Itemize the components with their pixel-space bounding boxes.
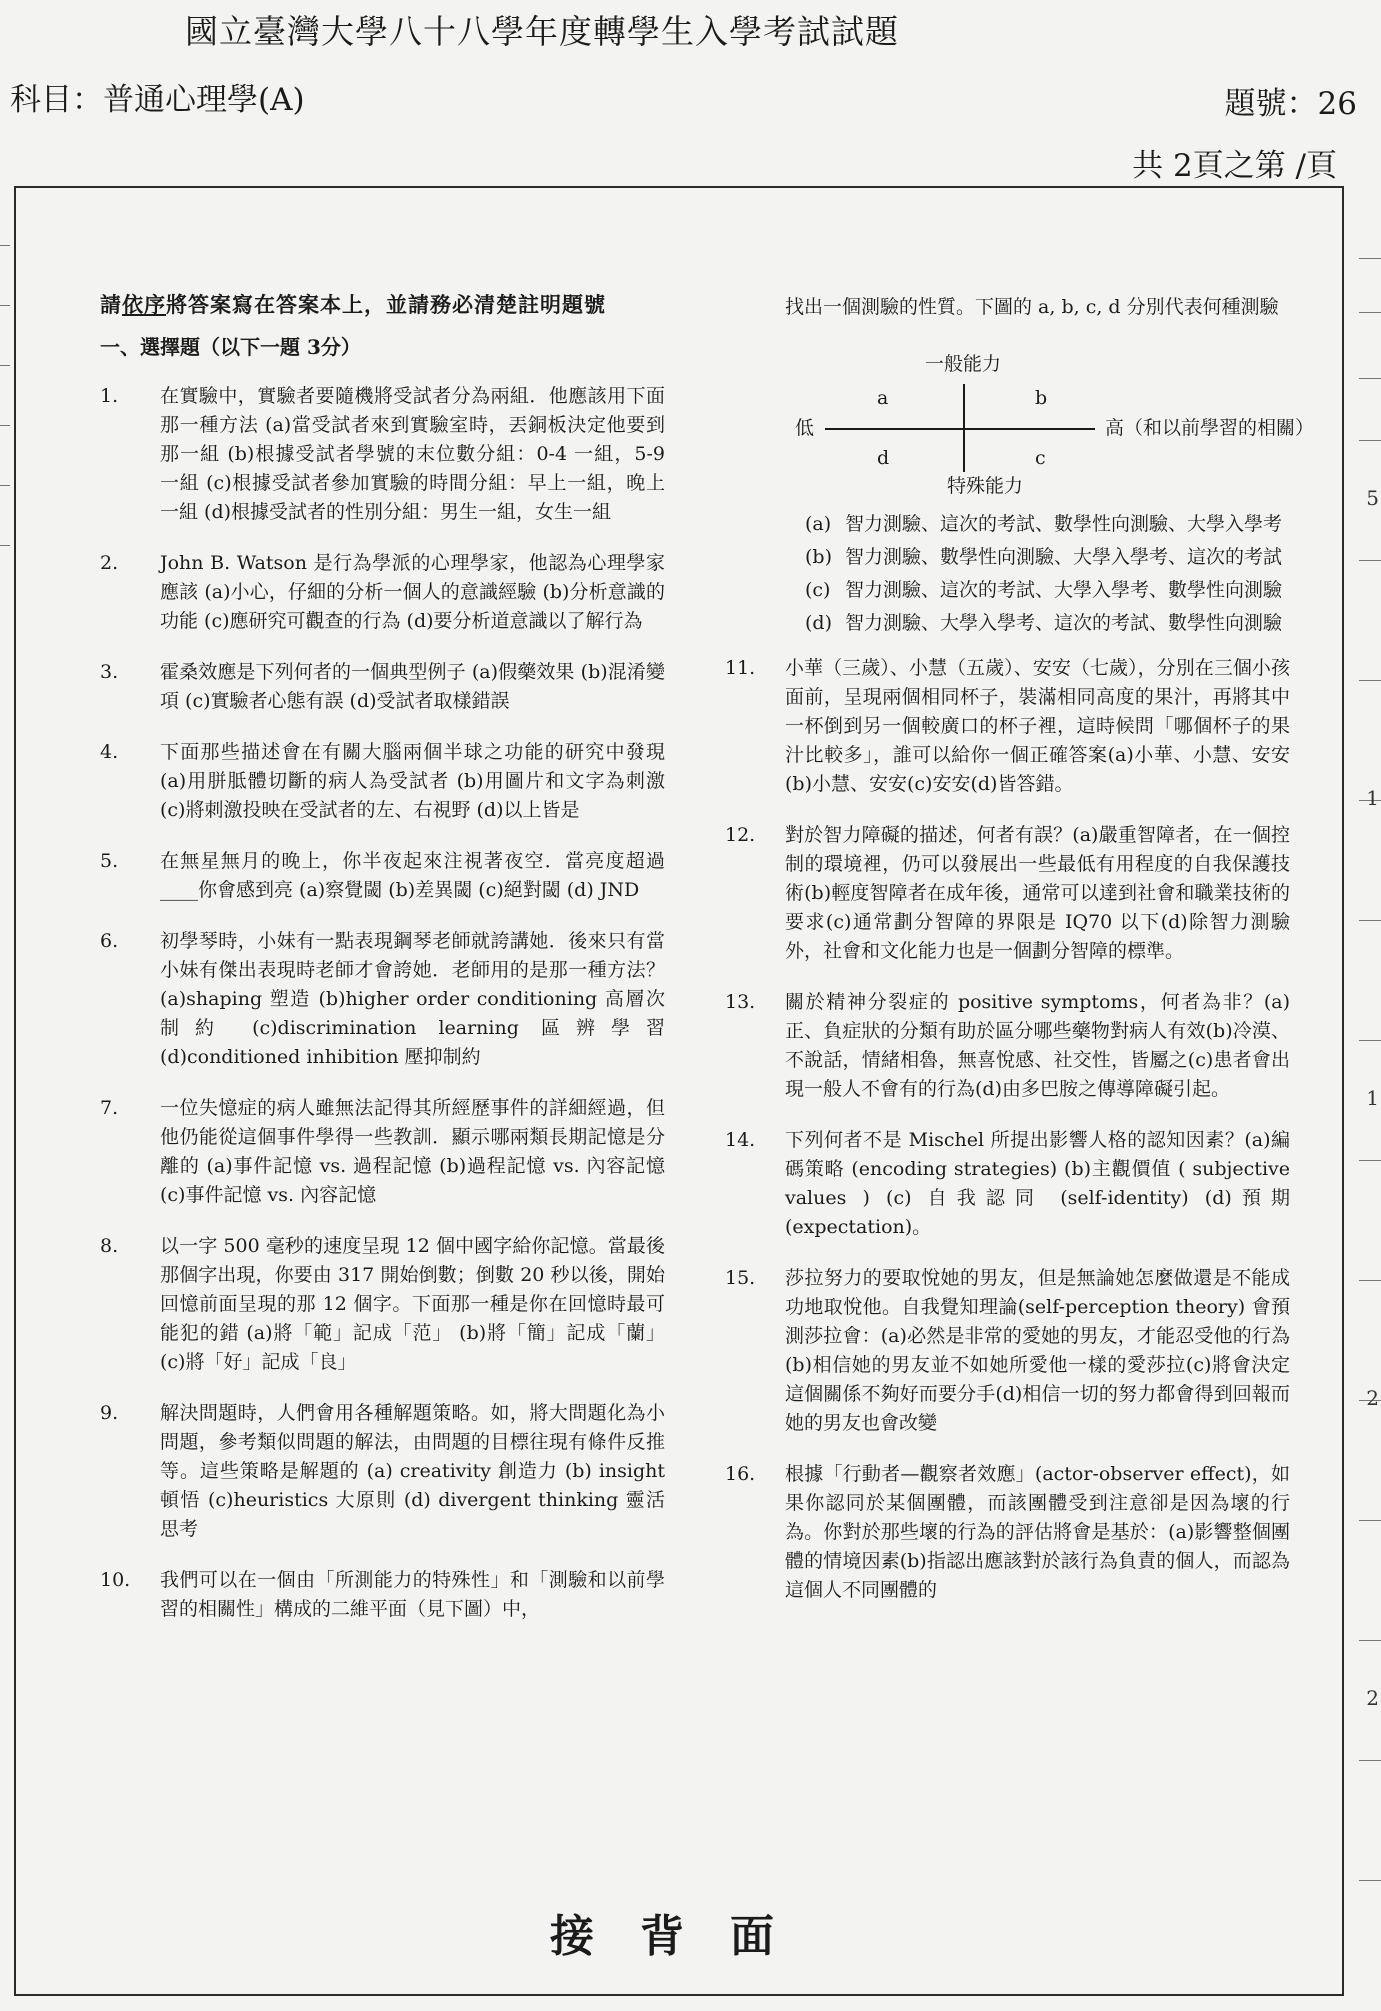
- question-number: 13.: [725, 991, 756, 1013]
- edge-number: 2: [1366, 1686, 1379, 1710]
- question-number: 6.: [100, 930, 119, 952]
- edge-number: 1: [1366, 1086, 1379, 1110]
- option-letter: (a): [805, 513, 832, 535]
- question-text: 我們可以在一個由「所測能力的特殊性」和「測驗和以前學習的相關性」構成的二維平面（見下圖）中，: [160, 1569, 665, 1620]
- diagram-quadrant-d: d: [877, 447, 890, 469]
- edge-number: 1: [1366, 786, 1379, 810]
- ability-diagram: [785, 342, 1315, 497]
- edge-mark: [1359, 1040, 1381, 1041]
- instructions-pre: 請: [100, 292, 122, 317]
- edge-mark: [1359, 1280, 1381, 1281]
- edge-mark: [1359, 1640, 1381, 1641]
- question-number: 12.: [725, 824, 756, 846]
- question-text: 關於精神分裂症的 positive symptoms，何者為非？(a)正、負症狀的分類有助於區分哪些藥物對病人有效(b)冷漠、不說話，情緒相魯，無喜悅感、社交性，皆屬之(c)患者會出現一般人不會有的行為(d)由多巴胺之傳導障礙引起。: [785, 991, 1290, 1100]
- diagram-right-label: 高（和以前學習的相關）: [1105, 417, 1315, 439]
- diagram-quadrant-a: a: [877, 387, 889, 409]
- edge-mark: [1359, 1880, 1381, 1881]
- option-item: [805, 543, 1290, 572]
- question-text: 在實驗中，實驗者要隨機將受試者分為兩組．他應該用下面那一種方法 (a)當受試者來到實驗室時，丟銅板決定他要到那一組 (b)根據受試者學號的末位數分組：0-4 一組，5-9 一組 (c)根據受試者參加實驗的時間分組：早上一組，晚上一組 (d)根據受試者的性別分組：男生一組，女生一組: [160, 385, 665, 523]
- question-text: 一位失憶症的病人雖無法記得其所經歷事件的詳細經過，但他仍能從這個事件學得一些教訓．顯示哪兩類長期記憶是分離的 (a)事件記憶 vs. 過程記憶 (b)過程記憶 vs. 內容記憶 (c)事件記憶 vs. 內容記憶: [160, 1097, 665, 1206]
- question-number: 15.: [725, 1267, 756, 1289]
- instructions-underlined: 依序: [122, 292, 166, 317]
- right-column: [725, 293, 1315, 1627]
- exam-title: 國立臺灣大學八十八學年度轉學生入學考試試題: [185, 12, 899, 51]
- left-column: [100, 290, 665, 1646]
- question-10: [100, 1566, 665, 1624]
- question-8: [100, 1232, 665, 1377]
- question-11: [725, 654, 1290, 799]
- diagram-bottom-label: 特殊能力: [947, 475, 1024, 497]
- question-number: 5.: [100, 850, 119, 872]
- question-number: 4.: [100, 741, 119, 763]
- question-text: 莎拉努力的要取悅她的男友，但是無論她怎麼做還是不能成功地取悅他。自我覺知理論(self-perception theory) 會預測莎拉會：(a)必然是非常的愛她的男友，才能忍受他的行為(b)相信她的男友並不如她所愛他一樣的愛莎拉(c)將會決定這個關係不夠好而要分手(d)相信一切的努力都會得到回報而她的男友也會改變: [785, 1267, 1290, 1434]
- question-number: 10.: [100, 1569, 131, 1591]
- question-number: 1.: [100, 385, 119, 407]
- question-2: [100, 549, 665, 636]
- question-number: 8.: [100, 1235, 119, 1257]
- option-text: 智力測驗、這次的考試、大學入學考、數學性向測驗: [845, 579, 1283, 601]
- question-text: 霍桑效應是下列何者的一個典型例子 (a)假藥效果 (b)混淆變項 (c)實驗者心態有誤 (d)受試者取樣錯誤: [160, 661, 665, 712]
- instructions: [100, 290, 665, 319]
- page-info: 共 2頁之第 /頁: [1132, 148, 1337, 184]
- margin-rule: [0, 245, 10, 246]
- edge-mark: [1359, 440, 1381, 441]
- diagram-horizontal-axis: [825, 428, 1095, 430]
- edge-mark: [1359, 920, 1381, 921]
- question-number: 7.: [100, 1097, 119, 1119]
- edge-mark: [1359, 1160, 1381, 1161]
- question-14: [725, 1126, 1290, 1242]
- edge-number: 2: [1366, 1386, 1379, 1410]
- instructions-post: 將答案寫在答案本上，並請務必清楚註明題號: [166, 292, 606, 317]
- edge-mark: [1359, 560, 1381, 561]
- question-10-options: [805, 510, 1290, 638]
- question-15: [725, 1264, 1290, 1438]
- question-12: [725, 821, 1290, 966]
- question-10-continued: 找出一個測驗的性質。下圖的 a, b, c, d 分別代表何種測驗: [785, 296, 1279, 318]
- question-13: [725, 988, 1290, 1104]
- option-item: [805, 510, 1290, 539]
- question-text: 小華（三歲）、小慧（五歲）、安安（七歲），分別在三個小孩面前，呈現兩個相同杯子，裝滿相同高度的果汁，再將其中一杯倒到另一個較廣口的杯子裡，這時候問「哪個杯子的果汁比較多」，誰可以給你一個正確答案(a)小華、小慧、安安(b)小慧、安安(c)安安(d)皆答錯。: [785, 657, 1290, 795]
- margin-rule: [0, 305, 10, 306]
- subject-label: 科目：普通心理學(A): [10, 82, 305, 118]
- diagram-quadrant-b: b: [1035, 387, 1048, 409]
- edge-number: 5: [1366, 486, 1379, 510]
- question-number: 題號：26: [1224, 86, 1357, 122]
- question-text: 在無星無月的晚上，你半夜起來注視著夜空．當亮度超過____你會感到亮 (a)察覺閾 (b)差異閾 (c)絕對閾 (d) JND: [160, 850, 665, 901]
- option-letter: (b): [805, 546, 832, 568]
- option-item: [805, 576, 1290, 605]
- question-number: 11.: [725, 657, 756, 679]
- edge-mark: [1359, 1760, 1381, 1761]
- margin-rule: [0, 365, 10, 366]
- option-item: [805, 609, 1290, 638]
- margin-rule: [0, 545, 10, 546]
- question-1: [100, 382, 665, 527]
- edge-mark: [1359, 1520, 1381, 1521]
- section-title: 一、選擇題（以下一題 3分）: [100, 335, 361, 359]
- diagram-quadrant-c: c: [1035, 447, 1046, 469]
- question-text: John B. Watson 是行為學派的心理學家，他認為心理學家應該 (a)小心，仔細的分析一個人的意識經驗 (b)分析意識的功能 (c)應研究可觀查的行為 (d)要分析道意識以了解行為: [160, 552, 665, 632]
- question-text: 下列何者不是 Mischel 所提出影響人格的認知因素？(a)編碼策略 (encoding strategies) (b)主觀價值 ( subjective values ) (c) 自我認同 (self-identity) (d)預期 (expectation)。: [785, 1129, 1290, 1238]
- margin-rule: [0, 485, 10, 486]
- option-text: 智力測驗、大學入學考、這次的考試、數學性向測驗: [845, 612, 1283, 634]
- option-text: 智力測驗、這次的考試、數學性向測驗、大學入學考: [845, 513, 1283, 535]
- question-3: [100, 658, 665, 716]
- question-16: [725, 1460, 1290, 1605]
- question-4: [100, 738, 665, 825]
- question-text: 對於智力障礙的描述，何者有誤？(a)嚴重智障者，在一個控制的環境裡，仍可以發展出一些最低有用程度的自我保護技術(b)輕度智障者在成年後，通常可以達到社會和職業技術的要求(c)通常劃分智障的界限是 IQ70 以下(d)除智力測驗外，社會和文化能力也是一個劃分智障的標準。: [785, 824, 1290, 962]
- option-text: 智力測驗、數學性向測驗、大學入學考、這次的考試: [845, 546, 1283, 568]
- margin-rule: [0, 425, 10, 426]
- question-number: 14.: [725, 1129, 756, 1151]
- question-text: 解決問題時，人們會用各種解題策略。如，將大問題化為小問題，參考類似問題的解法，由問題的目標往現有條件反推等。這些策略是解題的 (a) creativity 創造力 (b) insight 頓悟 (c)heuristics 大原則 (d) divergent thinking 靈活思考: [160, 1402, 665, 1540]
- edge-mark: [1359, 680, 1381, 681]
- option-letter: (d): [805, 612, 832, 634]
- question-text: 以一字 500 毫秒的速度呈現 12 個中國字給你記憶。當最後那個字出現，你要由 317 開始倒數；倒數 20 秒以後，開始回憶前面呈現的那 12 個字。下面那一種是你在回憶時最可能犯的錯 (a)將「範」記成「范」 (b)將「簡」記成「蘭」 (c)將「好」記成「良」: [160, 1235, 665, 1373]
- edge-mark: [1359, 258, 1381, 259]
- option-letter: (c): [805, 579, 831, 601]
- continued-overleaf: 接背面: [550, 1911, 820, 1962]
- question-6: [100, 927, 665, 1072]
- question-9: [100, 1399, 665, 1544]
- edge-mark: [1359, 312, 1381, 313]
- diagram-left-label: 低: [795, 417, 815, 439]
- question-7: [100, 1094, 665, 1210]
- question-text: 初學琴時，小妹有一點表現鋼琴老師就誇講她．後來只有當小妹有傑出表現時老師才會誇她．老師用的是那一種方法？(a)shaping 塑造 (b)higher order conditioning 高層次制約 (c)discrimination learning 區辨學習 (d)conditioned inhibition 壓抑制約: [160, 930, 665, 1068]
- question-text: 下面那些描述會在有關大腦兩個半球之功能的研究中發現 (a)用胼胝體切斷的病人為受試者 (b)用圖片和文字為刺激 (c)將刺激投映在受試者的左、右視野 (d)以上皆是: [160, 741, 665, 821]
- question-number: 9.: [100, 1402, 119, 1424]
- question-number: 3.: [100, 661, 119, 683]
- diagram-top-label: 一般能力: [925, 353, 1002, 375]
- question-number: 2.: [100, 552, 119, 574]
- edge-mark: [1359, 378, 1381, 379]
- question-number: 16.: [725, 1463, 756, 1485]
- question-5: [100, 847, 665, 905]
- question-text: 根據「行動者—觀察者效應」(actor-observer effect)，如果你認同於某個團體，而該團體受到注意卻是因為壞的行為。你對於那些壞的行為的評估將會是基於：(a)影響整個團體的情境因素(b)指認出應該對於該行為負責的個人，而認為這個人不同團體的: [785, 1463, 1290, 1601]
